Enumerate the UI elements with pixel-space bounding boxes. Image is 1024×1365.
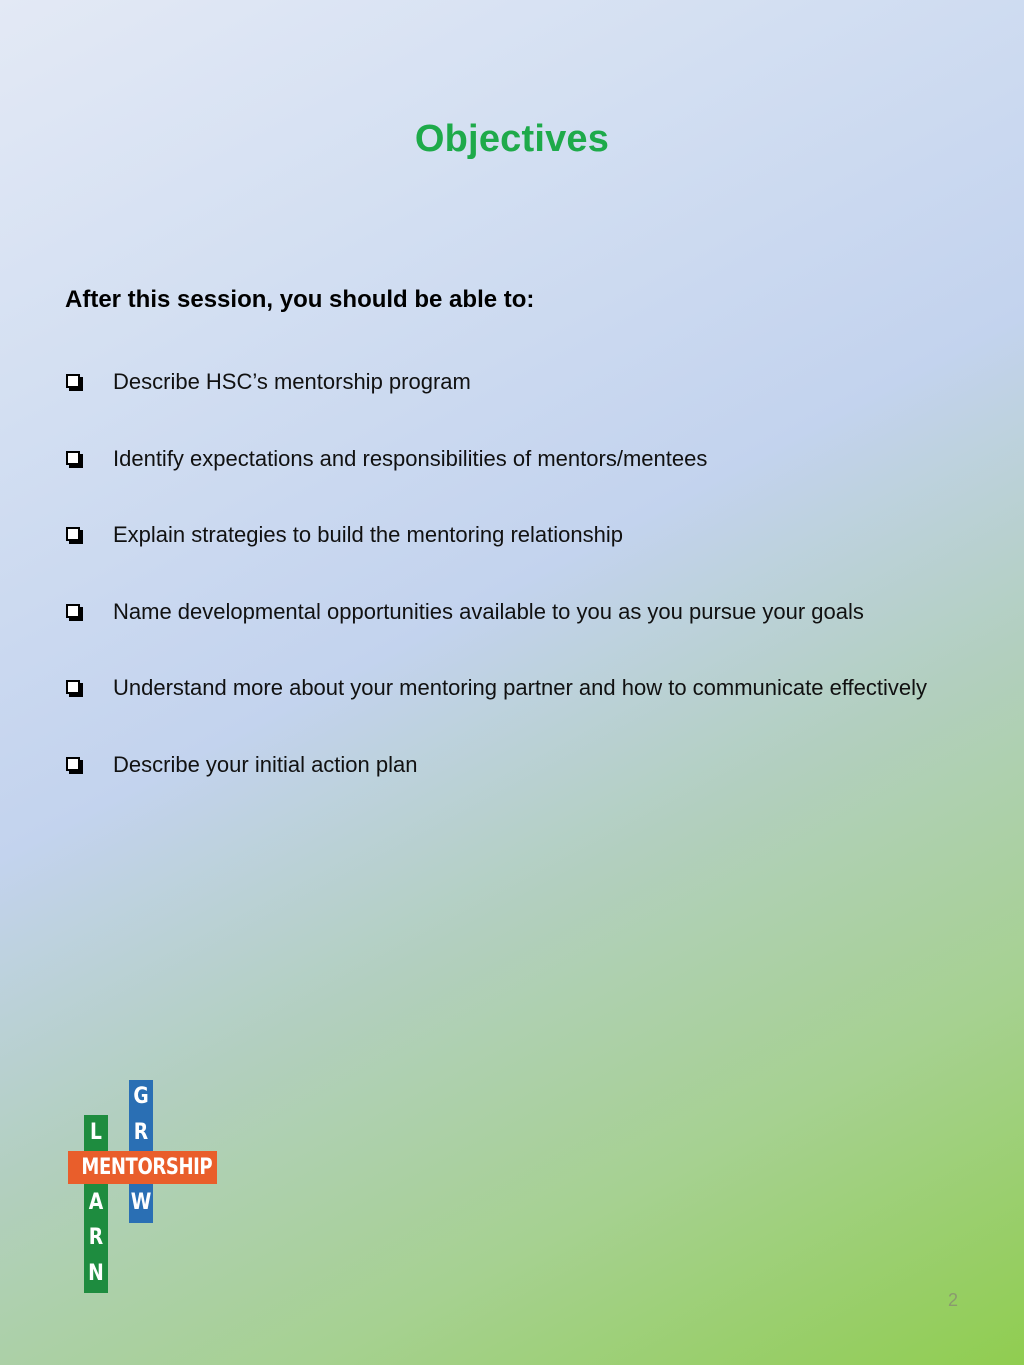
list-item xyxy=(66,366,966,398)
list-item xyxy=(66,519,966,551)
intro-text: After this session, you should be able to: xyxy=(65,286,535,313)
objective-text: Understand more about your mentoring partner and how to communicate effectively xyxy=(113,675,928,700)
logo-letter: N xyxy=(88,1261,104,1286)
list-item xyxy=(66,749,966,781)
page-number: 2 xyxy=(947,1290,958,1310)
list-item xyxy=(66,596,966,628)
checkbox-bullet-icon xyxy=(66,757,80,771)
logo-letter: A xyxy=(88,1190,104,1215)
logo-mentorship-word: MENTORSHIP xyxy=(81,1155,213,1180)
checkbox-bullet-icon xyxy=(66,604,80,618)
slide-title: Objectives xyxy=(414,118,610,160)
logo-letter: L xyxy=(90,1120,102,1145)
logo-letter: R xyxy=(133,1120,149,1145)
checkbox-bullet-icon xyxy=(66,680,80,694)
objective-text: Describe HSC’s mentorship program xyxy=(113,369,471,394)
objective-text: Identify expectations and responsibilities of mentors/mentees xyxy=(113,445,708,471)
objectives-list xyxy=(66,366,966,825)
list-item xyxy=(66,672,966,704)
checkbox-bullet-icon xyxy=(66,527,80,541)
logo-letter: W xyxy=(130,1190,152,1215)
logo-letter: R xyxy=(88,1225,104,1250)
logo-letter: G xyxy=(133,1084,149,1109)
objective-text: Describe your initial action plan xyxy=(113,751,418,777)
objective-text: Name developmental opportunities available to you as you pursue your goals xyxy=(113,598,864,624)
list-item xyxy=(66,443,966,475)
checkbox-bullet-icon xyxy=(66,451,80,465)
checkbox-bullet-icon xyxy=(66,374,80,388)
objective-text: Explain strategies to build the mentoring relationship xyxy=(113,522,623,547)
learn-grow-mentorship-logo xyxy=(68,1080,218,1294)
